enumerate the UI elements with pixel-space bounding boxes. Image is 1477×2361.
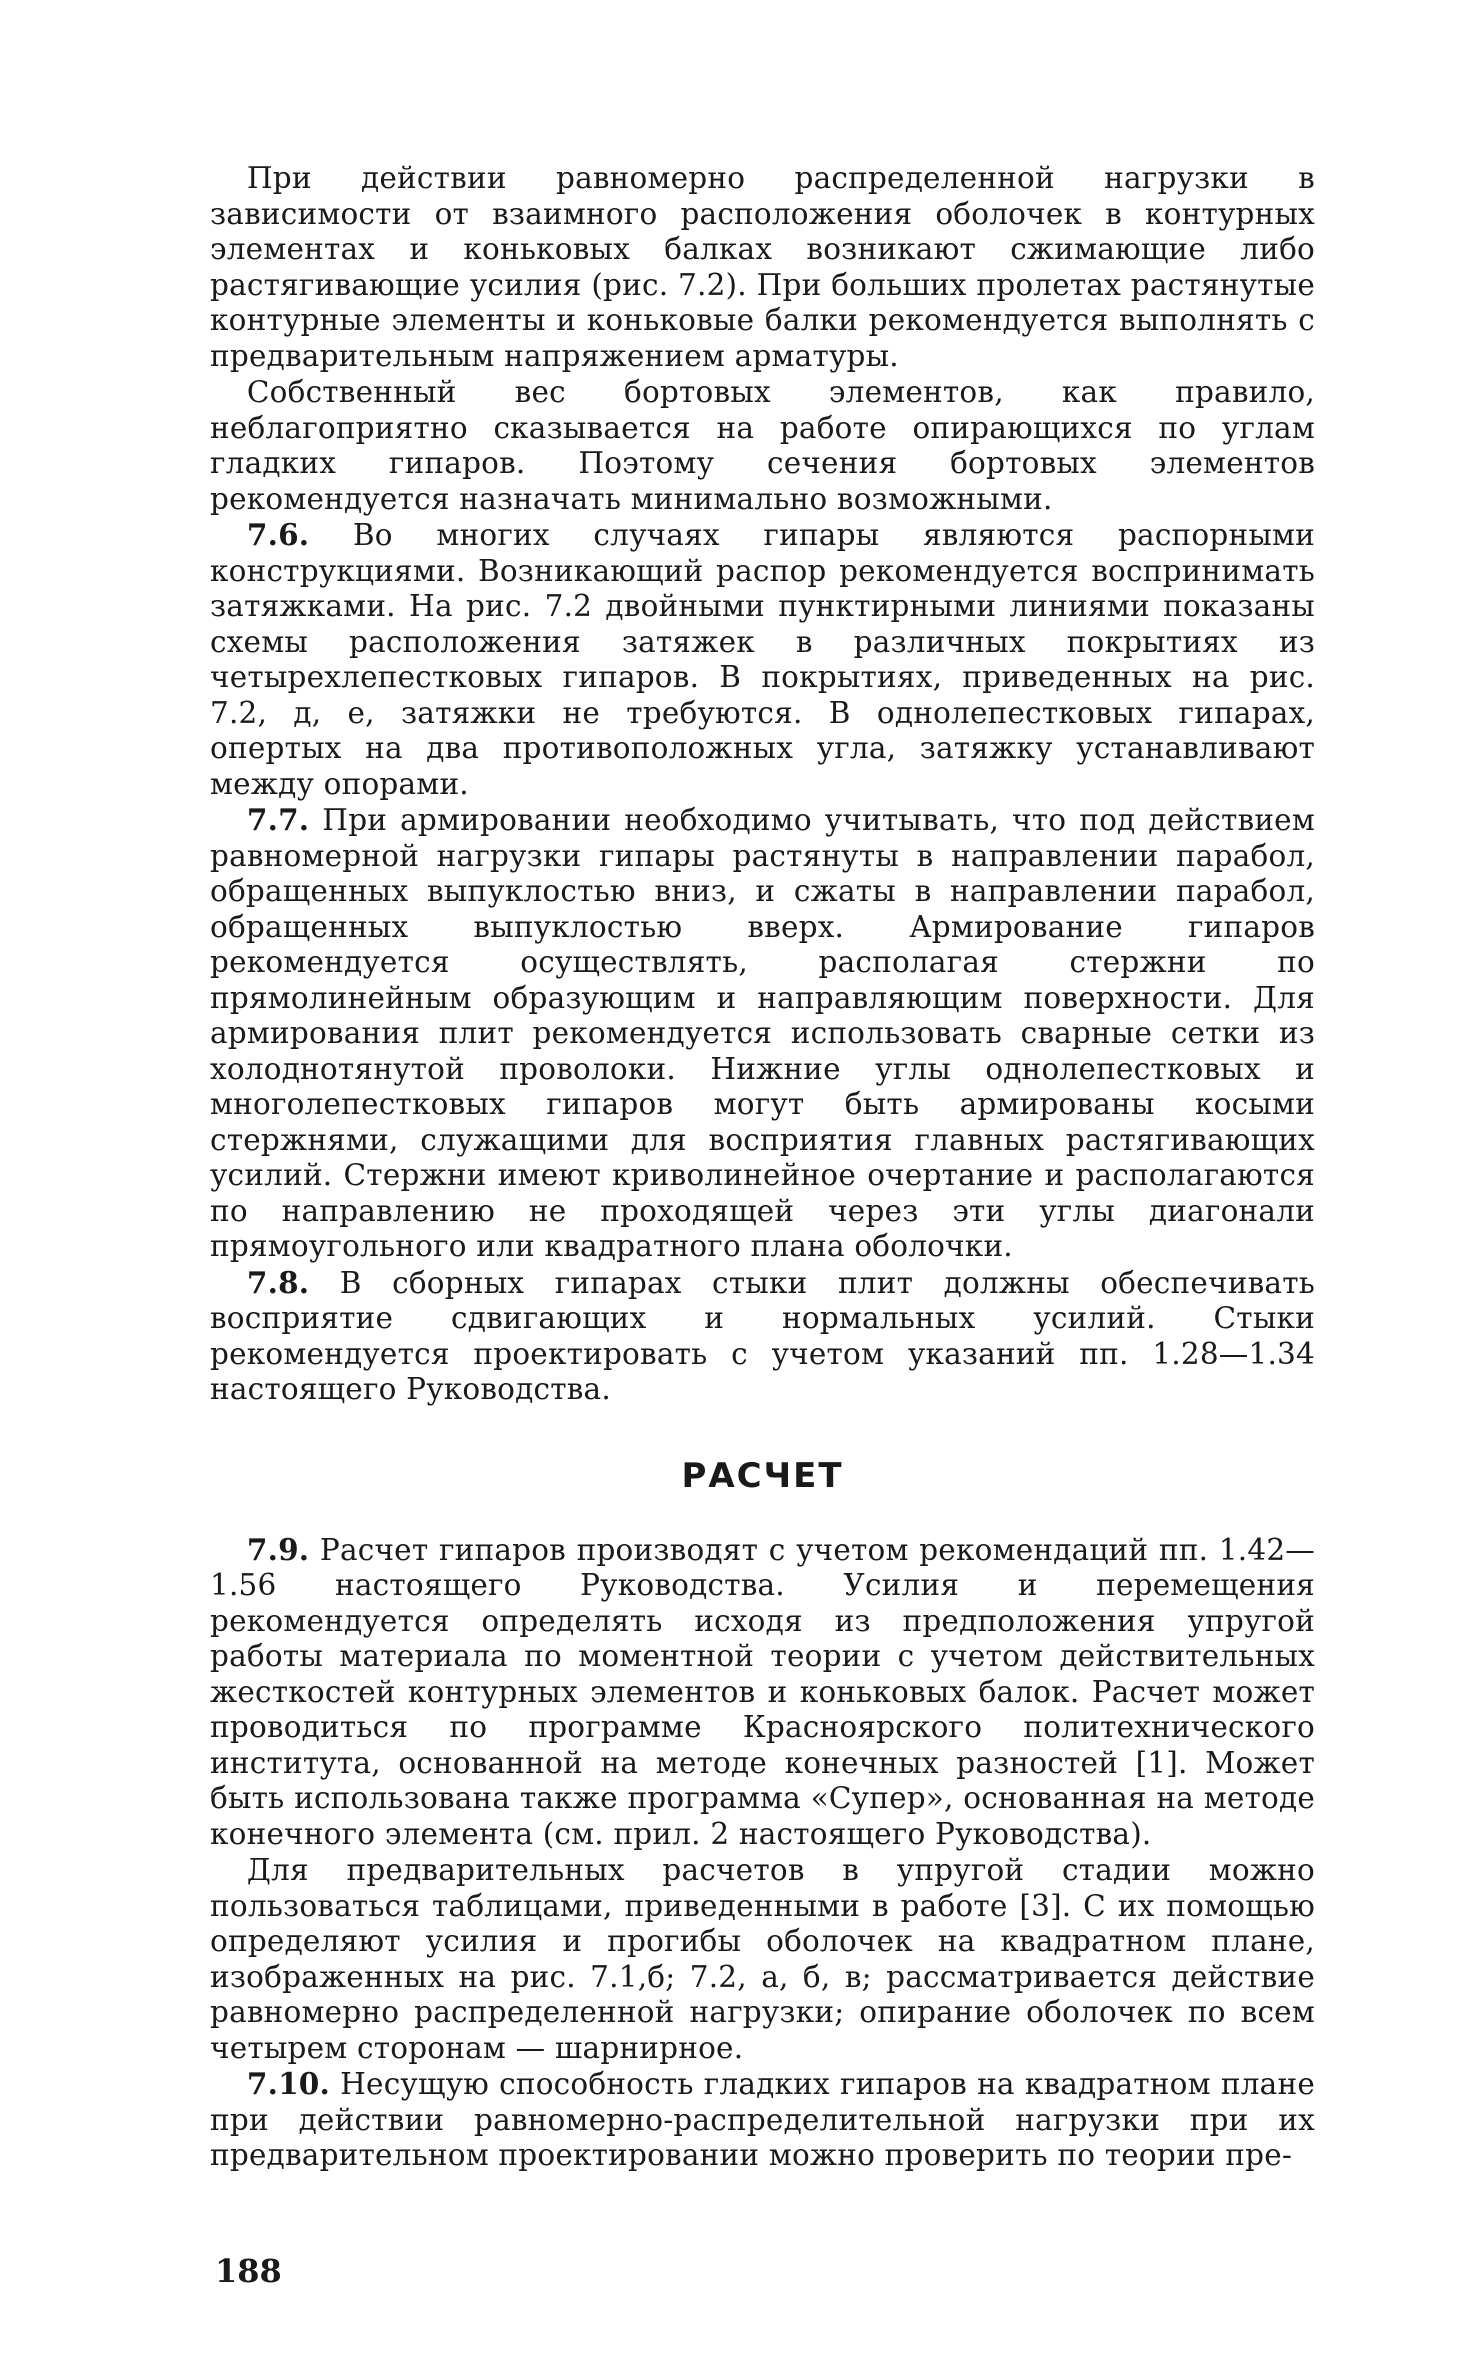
paragraph-p7: [210, 1852, 1315, 2066]
paragraph-7-10: [210, 2066, 1315, 2174]
paragraph-7-6: [210, 517, 1315, 802]
paragraph-number: 7.6.: [246, 517, 310, 552]
page-number: 188: [215, 2252, 282, 2290]
paragraph-number: 7.7.: [246, 802, 310, 837]
paragraph-text: Несущую способность гладких гипаров на квадратном плане при действии равномерно-распределительной нагрузки при их предварительном проектировании можно проверить по теории пре-: [210, 2067, 1315, 2172]
paragraph-7-8: [210, 1265, 1315, 1408]
paragraph-7-9: [210, 1532, 1315, 1853]
section-heading: РАСЧЕТ: [681, 1455, 844, 1496]
paragraph-p1: [210, 160, 1315, 374]
paragraph-number: 7.8.: [246, 1264, 310, 1300]
paragraph-text: Собственный вес бортовых элементов, как правило, неблагоприятно сказывается на работе опирающихся по углам гладких гипаров. Поэтому сечения бортовых элементов рекомендуется назначать минимально возможными.: [210, 375, 1315, 516]
paragraph-text: В сборных гипарах стыки плит должны обеспечивать восприятие сдвигающих и нормальных усилий. Стыки рекомендуется проектировать с учетом указаний пп. 1.28—1.34 настоящего Руководства.: [210, 1265, 1315, 1406]
page-body: [210, 160, 1315, 2174]
paragraph-number: 7.9.: [246, 1531, 310, 1567]
paragraph-text: Расчет гипаров производят с учетом рекомендаций пп. 1.42—1.56 настоящего Руководства. Усилия и перемещения рекомендуется определять исходя из предположения упругой работы материала по моментной теории с учетом действительных жесткостей контурных элементов и коньковых балок. Расчет может проводиться по программе Красноярского политехнического института, основанной на методе конечных разностей [1]. Может быть использована также программа «Супер», основанная на методе конечного элемента (см. прил. 2 настоящего Руководства).: [210, 1532, 1315, 1851]
paragraph-number: 7.10.: [246, 2066, 330, 2101]
paragraph-7-7: [210, 802, 1315, 1265]
paragraph-p2: [210, 374, 1315, 517]
paragraph-text: Для предварительных расчетов в упругой стадии можно пользоваться таблицами, приведенными в работе [3]. С их помощью определяют усилия и прогибы оболочек на квадратном плане, изображенных на рис. 7.1,б; 7.2, а, б, в; рассматривается действие равномерно распределенной нагрузки; опирание оболочек по всем четырем сторонам — шарнирное.: [210, 1853, 1315, 2065]
paragraph-text: Во многих случаях гипары являются распорными конструкциями. Возникающий распор рекомендуется воспринимать затяжками. На рис. 7.2 двойными пунктирными линиями показаны схемы расположения затяжек в различных покрытиях из четырехлепестковых гипаров. В покрытиях, приведенных на рис. 7.2, д, е, затяжки не требуются. В однолепестковых гипарах, опертых на два противоположных угла, затяжку устанавливают между опорами.: [210, 518, 1315, 801]
paragraph-text: При армировании необходимо учитывать, что под действием равномерной нагрузки гипары растянуты в направлении парабол, обращенных выпуклостью вниз, и сжаты в направлении парабол, обращенных выпуклостью вверх. Армирование гипаров рекомендуется осуществлять, располагая стержни по прямолинейным образующим и направляющим поверхности. Для армирования плит рекомендуется использовать сварные сетки из холоднотянутой проволоки. Нижние углы однолепестковых и многолепестковых гипаров могут быть армированы косыми стержнями, служащими для восприятия главных растягивающих усилий. Стержни имеют криволинейное очертание и располагаются по направлению не проходящей через эти углы диагонали прямоугольного или квадратного плана оболочки.: [210, 803, 1315, 1263]
paragraph-text: При действии равномерно распределенной нагрузки в зависимости от взаимного расположения оболочек в контурных элементах и коньковых балках возникают сжимающие либо растягивающие усилия (рис. 7.2). При больших пролетах растянутые контурные элементы и коньковые балки рекомендуется выполнять с предварительным напряжением арматуры.: [210, 161, 1315, 373]
